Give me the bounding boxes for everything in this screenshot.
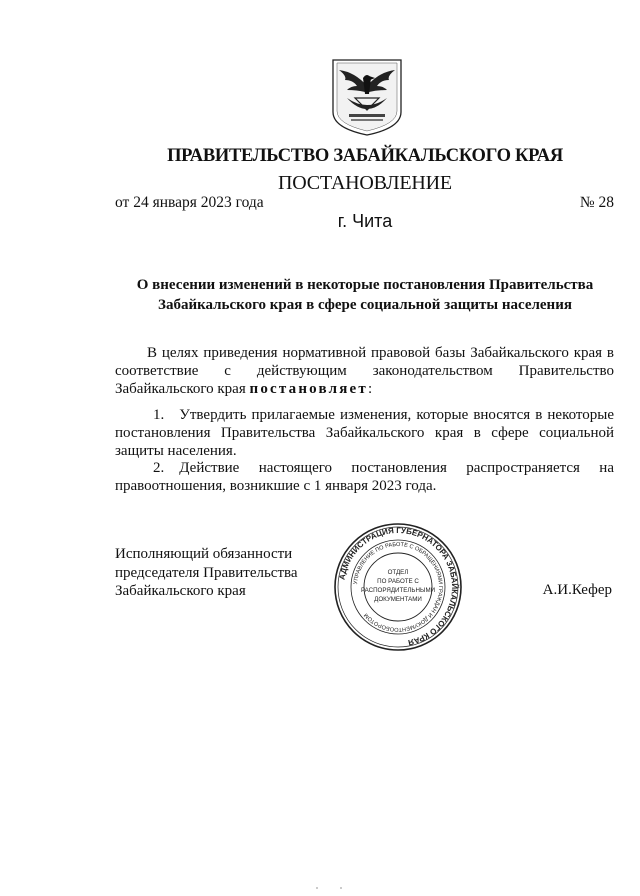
decree-word: постановляет [249,381,368,397]
stamp-outer-text: АДМИНИСТРАЦИЯ ГУБЕРНАТОРА ЗАБАЙКАЛЬСКОГО КРАЯ [337,525,460,648]
subject-line-1: О внесении изменений в некоторые постановления Правительства [136,277,594,293]
signer-position-line-2: председателя Правительства [115,564,298,581]
stamp-center-line-3: РАСПОРЯДИТЕЛЬНЫМИ [360,587,436,594]
official-stamp [333,522,463,652]
document-number: № 28 [579,194,614,211]
document-date: от 24 января 2023 года [115,194,264,211]
item-1-paragraph: 1. Утвердить прилагаемые изменения, которые вносятся в некоторые постановления Правительства Забайкальского края в сфере социальной защиты населения. [115,407,614,459]
signer-position-line-1: Исполняющий обязанности [115,546,293,562]
government-title: ПРАВИТЕЛЬСТВО ЗАБАЙКАЛЬСКОГО КРАЯ [167,146,563,166]
preamble-paragraph [115,344,614,398]
item-2-paragraph: 2. Действие настоящего постановления распространяется на правоотношения, возникшие с 1 января 2023 года. [115,460,614,494]
page-footer-mark [311,885,351,891]
document-city: г. Чита [337,211,393,231]
stamp-center-line-1: ОТДЕЛ [387,569,409,576]
stamp-inner-text: УПРАВЛЕНИЕ ПО РАБОТЕ С ОБРАЩЕНИЯМИ ГРАЖДАН И ДОКУМЕНТООБОРОТОМ [353,541,444,633]
coat-of-arms-icon [329,58,405,136]
preamble-text: В целях приведения нормативной правовой базы Забайкальского края в соответствие с действующим законодательством Правительство Забайкальского края [115,345,614,397]
signer-position-line-3: Забайкальского края [115,583,246,599]
document-subject [115,275,615,315]
signer-position [115,545,298,601]
decree-colon: : [367,381,373,397]
subject-line-2: Забайкальского края в сфере социальной защиты населения [158,297,572,313]
stamp-center-line-2: ПО РАБОТЕ С [377,578,419,585]
signer-name: А.И.Кефер [542,582,612,598]
document-type: ПОСТАНОВЛЕНИЕ [278,172,452,194]
stamp-center-line-4: ДОКУМЕНТАМИ [374,596,422,603]
